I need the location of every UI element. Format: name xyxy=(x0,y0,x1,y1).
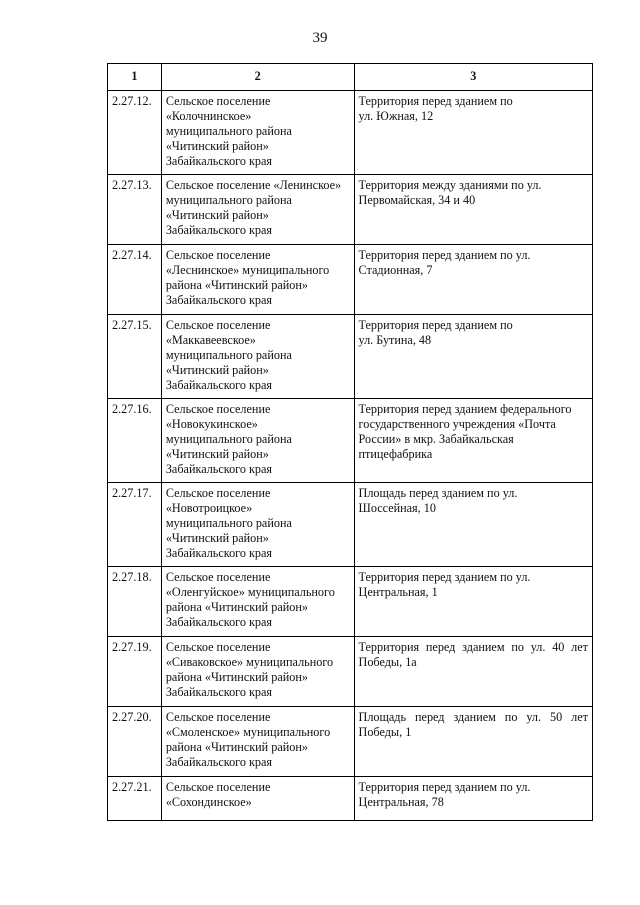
settlement-line: «Читинский район» xyxy=(165,138,269,153)
location-line: государственного учреждения «Почта xyxy=(358,416,556,431)
location-line: ул. Южная, 12 xyxy=(358,108,434,123)
location-line: птицефабрика xyxy=(358,446,433,461)
settlement-line: Сельское поселение xyxy=(165,485,271,500)
settlement-line: района «Читинский район» xyxy=(165,739,308,754)
location-line: Территория перед зданием по ул. xyxy=(358,779,531,794)
settlement-line: «Новокукинское» xyxy=(165,416,258,431)
location-cell xyxy=(354,174,592,244)
settlement-cell xyxy=(161,566,354,636)
location-line: Территория перед зданием по ул. xyxy=(358,569,531,584)
settlement-line: района «Читинский район» xyxy=(165,277,308,292)
settlement-line: Забайкальского края xyxy=(165,614,273,629)
table-row xyxy=(108,244,593,314)
table-row xyxy=(108,174,593,244)
location-line: Центральная, 1 xyxy=(358,584,438,599)
settlement-line: Забайкальского края xyxy=(165,684,273,699)
settlement-line: Забайкальского края xyxy=(165,153,273,168)
location-line: Площадь перед зданием по ул. xyxy=(358,485,518,500)
settlement-cell xyxy=(161,314,354,398)
row-number: 2.27.20. xyxy=(108,706,162,776)
row-number: 2.27.14. xyxy=(108,244,162,314)
settlement-line: Забайкальского края xyxy=(165,545,273,560)
location-cell xyxy=(354,398,592,482)
location-line: Площадь перед зданием по ул. 50 лет xyxy=(358,709,588,724)
settlement-line: района «Читинский район» xyxy=(165,599,308,614)
location-line: Территория перед зданием по xyxy=(358,317,513,332)
settlement-line: «Новотроицкое» xyxy=(165,500,253,515)
settlement-line: «Смоленское» муниципального xyxy=(165,724,331,739)
table-row xyxy=(108,776,593,820)
settlements-table xyxy=(107,63,593,821)
settlement-line: района «Читинский район» xyxy=(165,669,308,684)
row-number: 2.27.15. xyxy=(108,314,162,398)
settlement-line: муниципального района xyxy=(165,431,292,446)
table-row xyxy=(108,398,593,482)
page-number: 39 xyxy=(312,30,328,46)
settlement-cell xyxy=(161,90,354,174)
location-line: Территория перед зданием федерального xyxy=(358,401,572,416)
settlement-line: Забайкальского края xyxy=(165,461,273,476)
row-number: 2.27.21. xyxy=(108,776,162,820)
location-line: Победы, 1 xyxy=(358,724,412,739)
settlement-line: Сельское поселение xyxy=(165,401,271,416)
settlement-line: «Сиваковское» муниципального xyxy=(165,654,334,669)
table-row xyxy=(108,636,593,706)
settlement-cell xyxy=(161,398,354,482)
row-number: 2.27.19. xyxy=(108,636,162,706)
settlement-cell xyxy=(161,482,354,566)
settlement-line: «Сохондинское» xyxy=(165,794,252,809)
location-cell xyxy=(354,244,592,314)
settlement-line: «Читинский район» xyxy=(165,530,269,545)
location-line: Территория между зданиями по ул. xyxy=(358,177,542,192)
settlement-line: «Оленгуйское» муниципального xyxy=(165,584,335,599)
settlement-line: Сельское поселение xyxy=(165,247,271,262)
location-cell xyxy=(354,482,592,566)
settlement-line: «Читинский район» xyxy=(165,362,269,377)
settlement-cell xyxy=(161,244,354,314)
location-cell xyxy=(354,90,592,174)
table-row xyxy=(108,482,593,566)
location-line: Территория перед зданием по ул. 40 лет xyxy=(358,639,588,654)
settlement-cell xyxy=(161,776,354,820)
settlement-line: Сельское поселение xyxy=(165,639,271,654)
location-cell xyxy=(354,706,592,776)
settlement-line: «Маккавеевское» xyxy=(165,332,256,347)
column-header-location: 3 xyxy=(354,64,592,91)
table-body xyxy=(108,90,593,820)
row-number: 2.27.16. xyxy=(108,398,162,482)
location-cell xyxy=(354,314,592,398)
location-line: Шоссейная, 10 xyxy=(358,500,436,515)
table-row xyxy=(108,706,593,776)
table-row xyxy=(108,90,593,174)
location-line: России» в мкр. Забайкальская xyxy=(358,431,514,446)
settlement-line: муниципального района xyxy=(165,515,292,530)
settlement-line: Сельское поселение xyxy=(165,779,271,794)
row-number: 2.27.12. xyxy=(108,90,162,174)
row-number: 2.27.17. xyxy=(108,482,162,566)
settlement-line: «Читинский район» xyxy=(165,207,269,222)
location-line: Стадионная, 7 xyxy=(358,262,433,277)
location-line: Центральная, 78 xyxy=(358,794,444,809)
settlement-line: муниципального района xyxy=(165,123,292,138)
location-line: Территория перед зданием по ул. xyxy=(358,247,531,262)
settlement-line: муниципального района xyxy=(165,192,292,207)
settlement-line: Забайкальского края xyxy=(165,377,273,392)
location-line: ул. Бутина, 48 xyxy=(358,332,432,347)
settlement-line: «Читинский район» xyxy=(165,446,269,461)
settlement-cell xyxy=(161,706,354,776)
settlement-line: Сельское поселение xyxy=(165,93,271,108)
location-cell xyxy=(354,636,592,706)
table-row xyxy=(108,566,593,636)
column-header-settlement: 2 xyxy=(161,64,354,91)
table-row xyxy=(108,314,593,398)
settlement-line: Забайкальского края xyxy=(165,292,273,307)
location-line: Первомайская, 34 и 40 xyxy=(358,192,476,207)
settlement-line: муниципального района xyxy=(165,347,292,362)
settlement-line: Сельское поселение xyxy=(165,569,271,584)
table-header-row xyxy=(108,64,593,91)
settlement-line: «Леснинское» муниципального xyxy=(165,262,330,277)
settlement-cell xyxy=(161,636,354,706)
location-line: Победы, 1а xyxy=(358,654,417,669)
settlement-line: Сельское поселение «Ленинское» xyxy=(165,177,342,192)
settlement-line: Забайкальского края xyxy=(165,754,273,769)
row-number: 2.27.13. xyxy=(108,174,162,244)
location-cell xyxy=(354,776,592,820)
column-header-number: 1 xyxy=(108,64,162,91)
settlement-cell xyxy=(161,174,354,244)
location-cell xyxy=(354,566,592,636)
settlement-line: Сельское поселение xyxy=(165,317,271,332)
location-line: Территория перед зданием по xyxy=(358,93,513,108)
settlement-line: «Колочнинское» xyxy=(165,108,252,123)
settlement-line: Забайкальского края xyxy=(165,222,273,237)
row-number: 2.27.18. xyxy=(108,566,162,636)
settlement-line: Сельское поселение xyxy=(165,709,271,724)
